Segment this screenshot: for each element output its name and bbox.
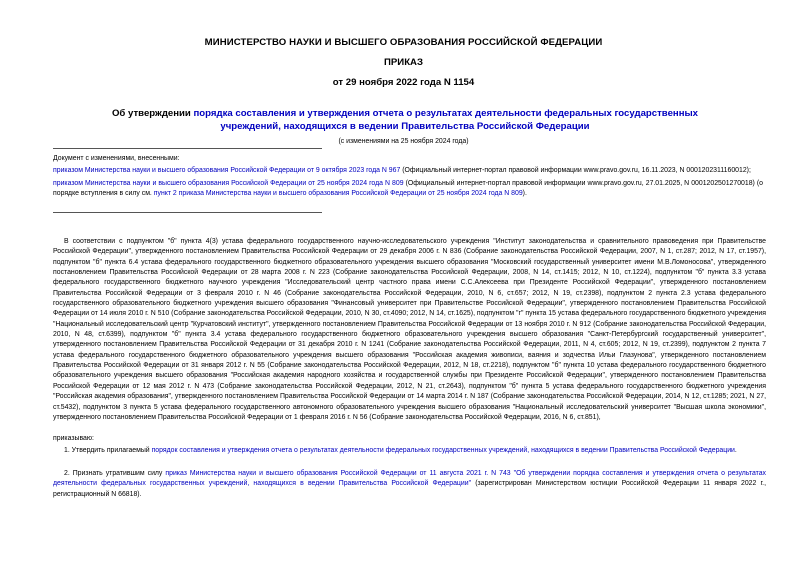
ministry-heading: МИНИСТЕРСТВО НАУКИ И ВЫСШЕГО ОБРАЗОВАНИЯ РОССИЙСКОЙ ФЕДЕРАЦИИ (204, 37, 603, 48)
amendment-source-809: (Официальный интернет-портал правовой информации www.pravo.gov.ru, 27.01.2025, N 0001202501270018) (о порядке вступления в силу см. (53, 180, 763, 197)
approved-procedure-link[interactable]: порядок составления и утверждения отчета о результатах деятельности федеральных государственных учреждений, находящихся в ведении Правительства Российской Федерации (151, 447, 735, 454)
item2-prefix: 2. Признать утратившим силу (64, 470, 166, 477)
preamble-paragraph: В соответствии с подпунктом "б" пункта 4(3) устава федерального государственного научно-исследовательского учреждения "Институт законодательства и сравнительного правоведения при Правительстве Российской Федерации", утвержденного постановлением Правительства Российской Федерации от 29 декабря 2006 г. N 836 (Собрание законодательства Российской Федерации, 2007, N 1, ст.287; 2012, N 17, ст.1957), подпунктом "б" пункта 6.4 устава федерального государственного бюджетного образовательного учреждения высшего образования "Московский государственный университет имени М.В.Ломоносова", утвержденного постановлением Правительства Российской Федерации от 28 марта 2008 г. N 223 (Собрание законодательства Российской Федерации, 2008, N 14, ст.1415; 2012, N 10, ст.1224), подпунктом "б" пункта 3.3 устава федерального государственного бюджетного научного учреждения "Исследовательский центр частного права имени С.С.Алексеева при Президенте Российской Федерации", утвержденного постановлением Правительства Российской Федерации от 3 февраля 2010 г. N 46 (Собрание законодательства Российской Федерации, 2010, N 6, ст.657; 2012, N 19, ст.2398), подпунктом 2 пункта 2.3 устава федерального государственного образовательного бюджетного учреждения высшего образования "Финансовый университет при Правительстве Российской Федерации", утвержденного постановлением Правительства Российской Федерации от 14 июля 2010 г. N 510 (Собрание законодательства Российской Федерации, 2010, N 30, ст.4090; 2012, N 14, ст.1625), подпунктом "г" пункта 15 устава федерального государственного бюджетного учреждения "Национальный исследовательский центр "Курчатовский институт", утвержденного постановлением Правительства Российской Федерации от 13 ноября 2010 г. N 912 (Собрание законодательства Российской Федерации, 2010, N 48, ст.6399), подпунктом "б" пункта 3.4 устава федерального государственного бюджетного образовательного учреждения высшего образования "Санкт-Петербургский государственный университет", утвержденного постановлением Правительства Российской Федерации от 31 декабря 2010 г. N 1241 (Собрание законодательства Российской Федерации, 2011, N 4, ст.605; 2012, N 19, ст.2399), подпунктом 2 пункта 7 устава федерального государственного бюджетного образовательного учреждения высшего образования "Российская академия живописи, ваяния и зодчества Ильи Глазунова", утвержденного постановлением Правительства Российской Федерации от 31 января 2012 г. N 55 (Собрание законодательства Российской Федерации, 2012, N 18, ст.2218), подпунктом "б" пункта 10 устава федерального государственного бюджетного образовательного учреждения высшего образования "Российская академия народного хозяйства и государственной службы при Президенте Российской Федерации", утвержденного постановлением Правительства Российской Федерации от 12 мая 2012 г. N 473 (Собрание законодательства Российской Федерации, 2012, N 21, ст.2643), подпунктом "б" пункта 5 устава федерального государственного бюджетного учреждения "Российская академия образования", утвержденного постановлением Правительства Российской Федерации от 14 марта 2014 г. N 187 (Собрание законодательства Российской Федерации, 2014, N 12, ст.1285; 2021, N 27, ст.5432), подпунктом 3 пункта 5 устава федерального государственного автономного образовательного учреждения высшего образования "Национальный исследовательский университет "Высшая школа экономики", утвержденного постановлением Правительства Российской Федерации от 1 февраля 2016 г. N 56 (Собрание законодательства Российской Федерации, 2016, N 6, ст.851), (53, 238, 766, 421)
amendment-item (53, 166, 763, 176)
order-item-1 (53, 447, 766, 454)
amendment-link-809[interactable]: приказом Министерства науки и высшего образования Российской Федерации от 25 ноября 2024 года N 809 (53, 180, 404, 187)
order-item-2 (53, 469, 766, 500)
document-title (95, 107, 715, 133)
ordered-word: приказываю: (53, 435, 94, 442)
divider-bottom (53, 212, 322, 213)
amendment-entry-link[interactable]: пункт 2 приказа Министерства науки и высшего образования Российской Федерации от 25 ноября 2024 года N 809 (153, 190, 523, 197)
title-link[interactable]: порядка составления и утверждения отчета о результатах деятельности федеральных государственных учреждений, находящихся в ведении Правительства Российской Федерации (193, 108, 699, 132)
document-type: ПРИКАЗ (384, 57, 423, 68)
repealed-order-link[interactable]: приказ Министерства науки и высшего образования Российской Федерации от 11 августа 2021 г. N 743 "Об утверждении порядка составления и утверждения отчета о результатах деятельности федеральных государственных учреждений, находящихся в ведении Правительства Российской Федерации" (53, 470, 766, 488)
amendment-tail: ). (522, 190, 527, 197)
amendment-note: (с изменениями на 25 ноября 2024 года) (338, 138, 469, 145)
amendment-item (53, 179, 763, 199)
item1-prefix: 1. Утвердить прилагаемый (64, 447, 152, 454)
amendment-source-967: (Официальный интернет-портал правовой информации www.pravo.gov.ru, 16.11.2023, N 0001202311160012); (400, 167, 751, 174)
item2-suffix: (зарегистрирован Министерством юстиции Российской Федерации 11 января 2022 г., регистрационный N 66818). (53, 480, 766, 498)
amendments-intro: Документ с изменениями, внесенными: (53, 155, 180, 162)
amendments-block (53, 154, 763, 199)
item1-suffix: . (734, 447, 737, 454)
document-date-number: от 29 ноября 2022 года N 1154 (332, 77, 475, 88)
divider-top (53, 148, 322, 149)
title-prefix: Об утверждении (111, 108, 194, 119)
amendment-link-967[interactable]: приказом Министерства науки и высшего образования Российской Федерации от 9 октября 2023 года N 967 (53, 167, 401, 174)
